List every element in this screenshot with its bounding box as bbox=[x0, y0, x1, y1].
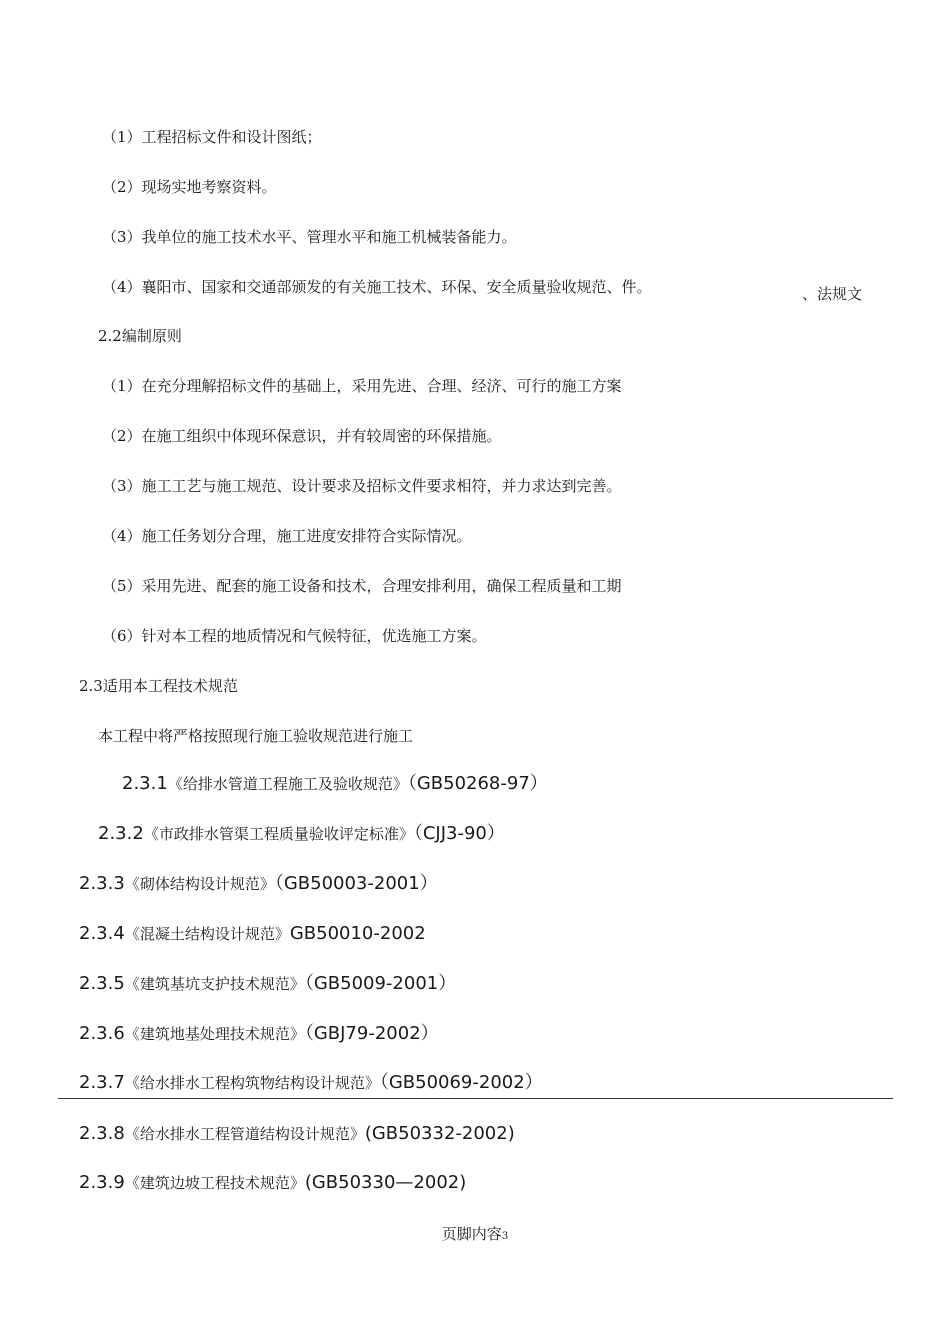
reference-item-2-3-2 bbox=[98, 822, 505, 846]
reference-number: 2.3.8 bbox=[79, 1123, 125, 1144]
section-2-3-heading: 2.3适用本工程技术规范 bbox=[79, 677, 238, 695]
reference-title: 《给排水管道工程施工及验收规范》 bbox=[167, 775, 408, 793]
section-2-2-heading: 2.2编制原则 bbox=[98, 327, 182, 345]
reference-code: (GB50332-2002) bbox=[364, 1123, 515, 1144]
reference-number: 2.3.6 bbox=[79, 1023, 125, 1044]
reference-item-2-3-6 bbox=[79, 1022, 439, 1046]
reference-title: 《建筑基坑支护技术规范》 bbox=[124, 975, 305, 993]
reference-title: 《建筑地基处理技术规范》 bbox=[124, 1025, 305, 1043]
principle-item-6: （6）针对本工程的地质情况和气候特征，优选施工方案。 bbox=[102, 627, 487, 645]
reference-item-2-3-3 bbox=[79, 872, 438, 896]
reference-number: 2.3.3 bbox=[79, 873, 125, 894]
reference-number: 2.3.9 bbox=[79, 1172, 125, 1193]
reference-number: 2.3.1 bbox=[122, 773, 168, 794]
reference-item-2-3-7 bbox=[79, 1071, 543, 1095]
horizontal-rule bbox=[58, 1098, 893, 1099]
reference-number: 2.3.7 bbox=[79, 1072, 125, 1093]
reference-code: （GB50268-97） bbox=[407, 773, 548, 794]
principle-item-4: （4）施工任务划分合理，施工进度安排符合实际情况。 bbox=[102, 527, 472, 545]
basis-item-2: （2）现场实地考察资料。 bbox=[102, 178, 277, 196]
page-number: 3 bbox=[501, 1231, 509, 1242]
reference-code: (GB50330—2002) bbox=[304, 1172, 467, 1193]
principle-item-1: （1）在充分理解招标文件的基础上，采用先进、合理、经济、可行的施工方案 bbox=[102, 377, 622, 395]
reference-title: 《给水排水工程构筑物结构设计规范》 bbox=[124, 1074, 380, 1092]
page-footer bbox=[0, 1224, 950, 1247]
basis-item-3: （3）我单位的施工技术水平、管理水平和施工机械装备能力。 bbox=[102, 228, 517, 246]
reference-code: GB50010-2002 bbox=[289, 923, 426, 944]
principle-item-5: （5）采用先进、配套的施工设备和技术，合理安排利用，确保工程质量和工期 bbox=[102, 577, 622, 595]
reference-item-2-3-9 bbox=[79, 1171, 466, 1195]
reference-title: 《建筑边坡工程技术规范》 bbox=[124, 1174, 305, 1192]
reference-title: 《给水排水工程管道结构设计规范》 bbox=[124, 1125, 365, 1143]
reference-code: （GB5009-2001） bbox=[304, 973, 457, 994]
reference-number: 2.3.4 bbox=[79, 923, 125, 944]
reference-code: （GB50003-2001） bbox=[274, 873, 438, 894]
reference-title: 《市政排水管渠工程质量验收评定标准》 bbox=[143, 825, 414, 843]
reference-item-2-3-1 bbox=[122, 772, 548, 796]
footer-label: 页脚内容 bbox=[441, 1225, 502, 1243]
principle-item-2: （2）在施工组织中体现环保意识，并有较周密的环保措施。 bbox=[102, 427, 502, 445]
reference-code: （CJJ3-90） bbox=[413, 823, 505, 844]
reference-number: 2.3.2 bbox=[98, 823, 144, 844]
reference-title: 《混凝土结构设计规范》 bbox=[124, 925, 290, 943]
reference-item-2-3-8 bbox=[79, 1122, 515, 1146]
section-2-3-intro: 本工程中将严格按照现行施工验收规范进行施工 bbox=[98, 727, 414, 745]
basis-item-1: （1）工程招标文件和设计图纸； bbox=[102, 128, 322, 146]
reference-number: 2.3.5 bbox=[79, 973, 125, 994]
reference-code: （GBJ79-2002） bbox=[304, 1023, 439, 1044]
reference-title: 《砌体结构设计规范》 bbox=[124, 875, 275, 893]
reference-code: （GB50069-2002） bbox=[379, 1072, 543, 1093]
principle-item-3: （3）施工工艺与施工规范、设计要求及招标文件要求相符，并力求达到完善。 bbox=[102, 477, 622, 495]
basis-item-4: （4）襄阳市、国家和交通部颁发的有关施工技术、环保、安全质量验收规范、件。 bbox=[102, 278, 652, 296]
reference-item-2-3-4 bbox=[79, 922, 426, 946]
reference-item-2-3-5 bbox=[79, 972, 456, 996]
basis-item-4-overflow: 、法规文 bbox=[802, 285, 863, 303]
